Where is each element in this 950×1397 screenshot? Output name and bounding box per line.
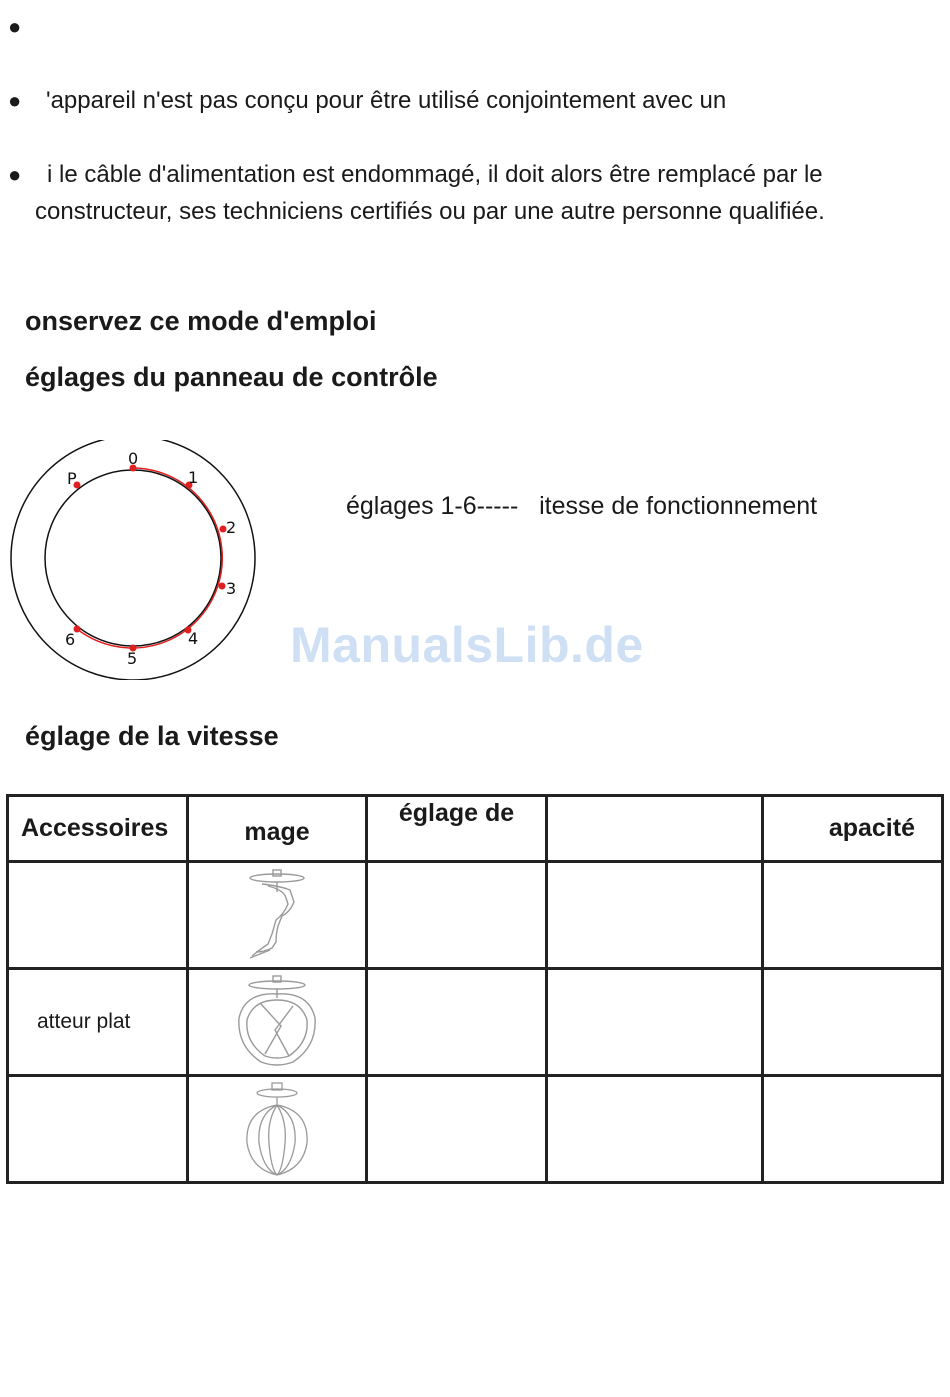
dial-outer-ring — [11, 440, 255, 680]
cell-setting — [367, 1076, 547, 1183]
dough-hook-icon — [242, 868, 312, 962]
header-capacity: apacité — [763, 796, 943, 862]
cell-capacity — [763, 969, 943, 1076]
cell-accessory — [8, 1076, 188, 1183]
cell-image — [188, 969, 367, 1076]
cell-capacity — [763, 862, 943, 969]
cell-setting — [367, 862, 547, 969]
cell-accessory: atteur plat — [8, 969, 188, 1076]
table-row — [8, 969, 943, 1076]
settings-range: églages 1-6----- — [346, 492, 519, 520]
header-accessories: Accessoires — [8, 796, 188, 862]
cell-extra — [547, 1076, 763, 1183]
dial-label-5: 5 — [127, 649, 138, 668]
dial-label-3: 3 — [226, 579, 237, 598]
control-dial-diagram — [8, 440, 260, 680]
cell-capacity — [763, 1076, 943, 1183]
dial-label-6: 6 — [65, 630, 76, 649]
cell-extra — [547, 969, 763, 1076]
dial-label-2: 2 — [226, 518, 237, 537]
cell-extra — [547, 862, 763, 969]
heading-keep-manual: onservez ce mode d'emploi — [25, 306, 377, 336]
cell-setting — [367, 969, 547, 1076]
speed-table — [6, 794, 944, 1184]
cell-image — [188, 1076, 367, 1183]
speed-arc — [77, 468, 222, 648]
bullet-symbol: ● — [8, 14, 22, 39]
dial-label-0: 0 — [128, 449, 139, 468]
heading-speed-setting: églage de la vitesse — [25, 721, 279, 751]
bullet-text-not-designed: 'appareil n'est pas conçu pour être utilisé conjointement avec un — [46, 87, 727, 114]
dial-label-4: 4 — [188, 629, 199, 648]
table-row — [8, 862, 943, 969]
cell-image — [188, 862, 367, 969]
marker-3 — [219, 583, 226, 590]
table-row — [8, 1076, 943, 1183]
dial-marker-dots — [74, 465, 227, 652]
flat-beater-icon — [231, 974, 323, 1070]
table-header-row — [8, 796, 943, 862]
watermark: ManualsLib.de — [290, 617, 644, 673]
dial-label-1: 1 — [188, 468, 199, 487]
dial-label-p: P — [67, 469, 77, 488]
bullet-symbol: ● — [8, 162, 22, 187]
header-image: mage — [188, 796, 367, 862]
header-blank — [547, 796, 763, 862]
wire-whisk-icon — [241, 1081, 313, 1177]
header-setting: églage de — [367, 796, 547, 862]
bullet-text-power-cable: i le câble d'alimentation est endommagé, il doit alors être remplacé par le constructeur, ses techniciens certifiés ou par une autre personne qualifiée. — [35, 161, 825, 225]
settings-explanation — [346, 492, 817, 521]
cell-accessory — [8, 862, 188, 969]
bullet-symbol: ● — [8, 88, 22, 113]
settings-description: itesse de fonctionnement — [539, 492, 818, 520]
dial-inner-ring — [45, 470, 221, 646]
heading-control-panel: églages du panneau de contrôle — [25, 362, 438, 392]
